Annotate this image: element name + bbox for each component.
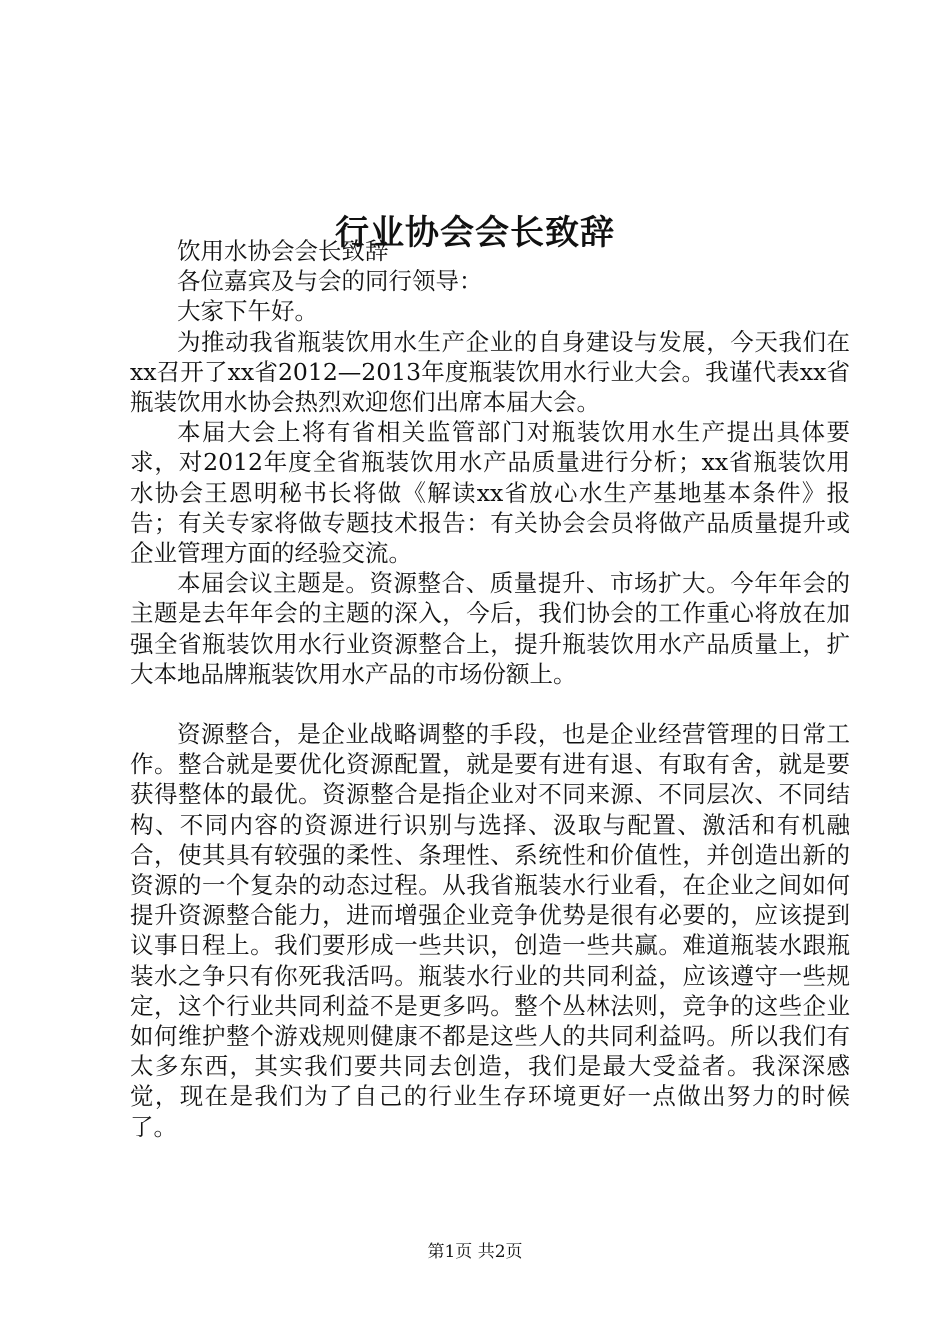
paragraph: 为推动我省瓶装饮用水生产企业的自身建设与发展，今天我们在xx召开了xx省2012—2013年度瓶装饮用水行业大会。我谨代表xx省瓶装饮用水协会热烈欢迎您们出席本届大会。 [130, 327, 850, 417]
page-footer: 第1页 共2页 [427, 1242, 523, 1262]
document-title: 行业协会会长致辞 [335, 212, 615, 253]
paragraph: 饮用水协会会长致辞 [177, 237, 389, 265]
paragraph: 资源整合，是企业战略调整的手段，也是企业经营管理的日常工作。整合就是要优化资源配置，就是要有进有退、有取有舍，就是要获得整体的最优。资源整合是指企业对不同来源、不同层次、不同结构、不同内容的资源进行识别与选择、汲取与配置、激活和有机融合，使其具有较强的柔性、条理性、系统性和价值性，并创造出新的资源的一个复杂的动态过程。从我省瓶装水行业看，在企业之间如何提升资源整合能力，进而增强企业竞争优势是很有必要的，应该提到议事日程上。我们要形成一些共识，创造一些共赢。难道瓶装水跟瓶装水之争只有你死我活吗。瓶装水行业的共同利益，应该遵守一些规定，这个行业共同利益不是更多吗。整个丛林法则，竞争的这些企业如何维护整个游戏规则健康不都是这些人的共同利益吗。所以我们有太多东西，其实我们要共同去创造，我们是最大受益者。我深深感觉，现在是我们为了自己的行业生存环境更好一点做出努力的时候了。 [130, 720, 850, 1141]
paragraph: 本届大会上将有省相关监管部门对瓶装饮用水生产提出具体要求，对2012年度全省瓶装饮用水产品质量进行分析；xx省瓶装饮用水协会王恩明秘书长将做《解读xx省放心水生产基地基本条件》报告；有关专家将做专题技术报告：有关协会会员将做产品质量提升或企业管理方面的经验交流。 [130, 418, 850, 568]
paragraph: 各位嘉宾及与会的同行领导： [177, 267, 483, 296]
document-body [130, 236, 850, 1142]
paragraph: 本届会议主题是。资源整合、质量提升、市场扩大。今年年会的主题是去年年会的主题的深入，今后，我们协会的工作重心将放在加强全省瓶装饮用水行业资源整合上，提升瓶装饮用水产品质量上，扩大本地品牌瓶装饮用水产品的市场份额上。 [130, 569, 850, 688]
paragraph: 大家下午好。 [177, 297, 318, 326]
